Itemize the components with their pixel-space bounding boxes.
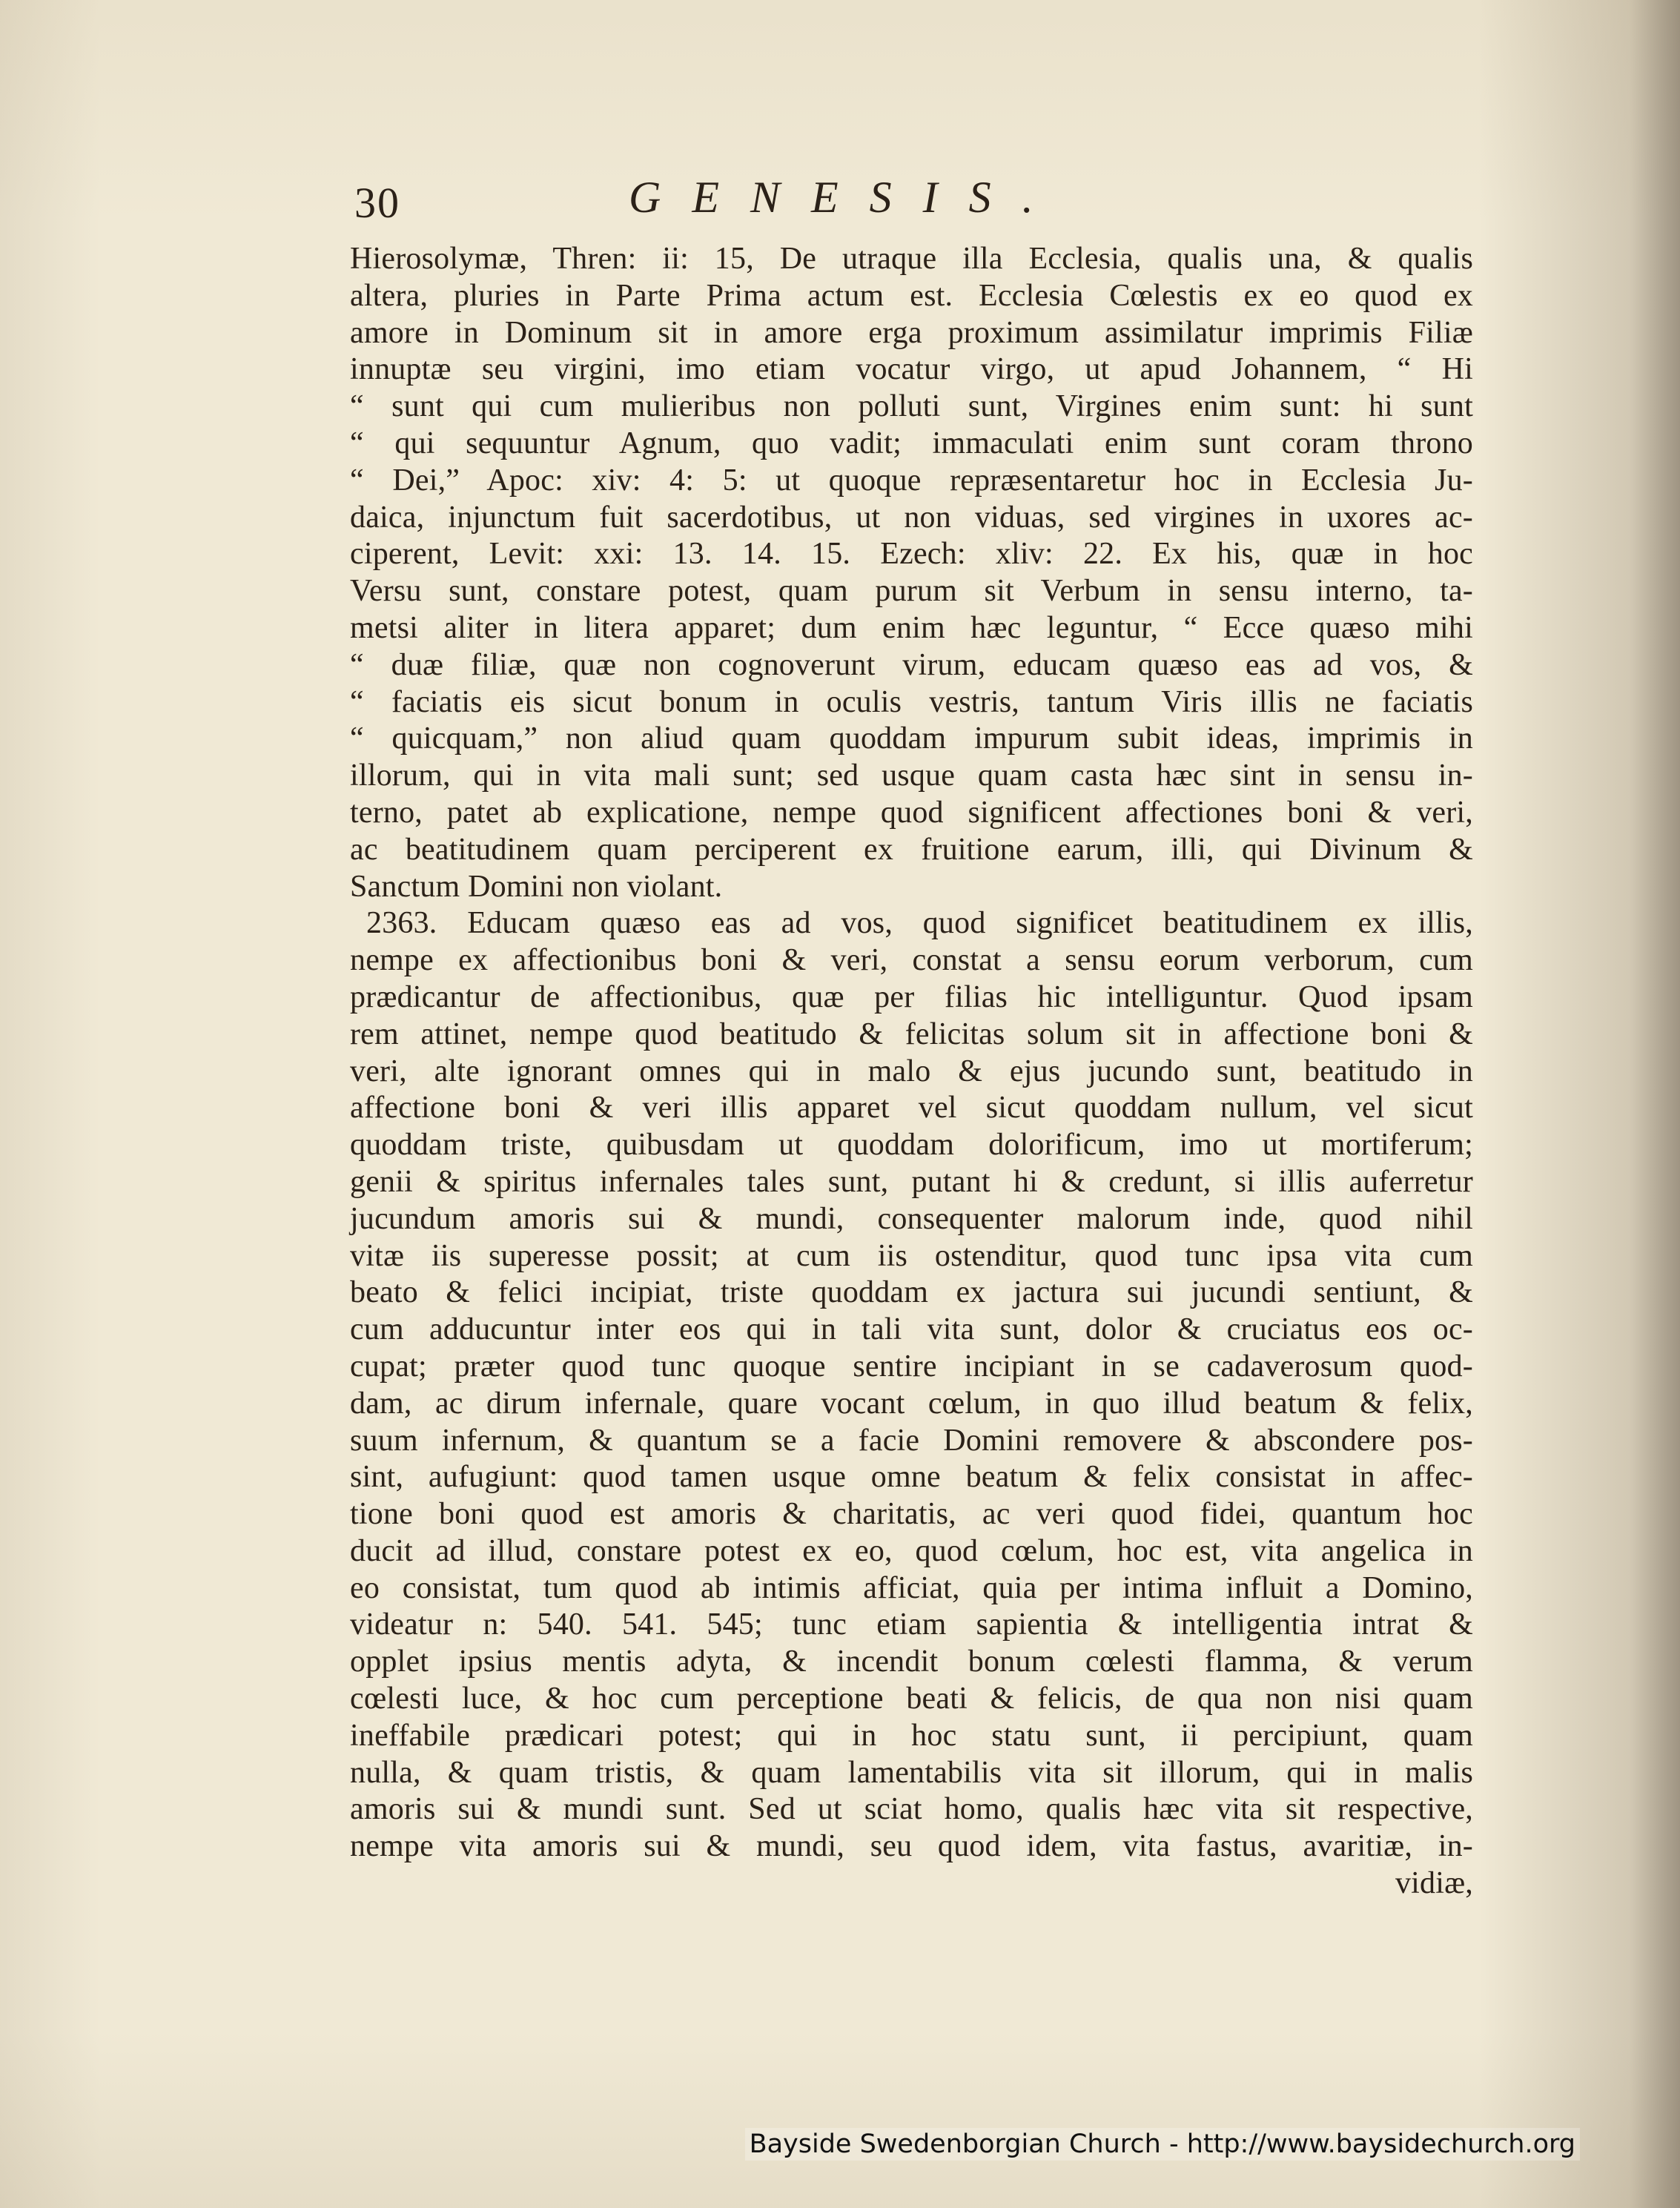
text-line: suum infernum, & quantum se a facie Domini removere & abscondere pos- [350,1423,1473,1458]
text-line: “ quicquam,” non aliud quam quoddam impurum subit ideas, imprimis in [350,721,1473,756]
text-line: “ qui sequuntur Agnum, quo vadit; immaculati enim sunt coram throno [350,426,1473,460]
text-line: amore in Dominum sit in amore erga proximum assimilatur imprimis Filiæ [350,315,1473,350]
text-line: terno, patet ab explicatione, nempe quod significent affectiones boni & veri, [350,795,1473,830]
text-line: ineffabile prædicari potest; qui in hoc statu sunt, ii percipiunt, quam [350,1718,1473,1753]
text-line: opplet ipsius mentis adyta, & incendit bonum cœlesti flamma, & verum [350,1645,1473,1679]
text-line: eo consistat, tum quod ab intimis afficiat, quia per intima influit a Domino, [350,1570,1473,1605]
text-line: “ faciatis eis sicut bonum in oculis vestris, tantum Viris illis ne faciatis [350,684,1473,719]
text-line: “ Dei,” Apoc: xiv: 4: 5: ut quoque repræsentaretur hoc in Ecclesia Ju- [350,463,1473,498]
text-line: cupat; præter quod tunc quoque sentire incipiant in se cadaverosum quod- [350,1349,1473,1384]
text-line: ciperent, Levit: xxi: 13. 14. 15. Ezech: xliv: 22. Ex his, quæ in hoc [350,537,1473,572]
text-line: dam, ac dirum infernale, quare vocant cœlum, in quo illud beatum & felix, [350,1386,1473,1421]
catchword: vidiæ, [1395,1866,1473,1901]
text-line: veri, alte ignorant omnes qui in malo & ejus jucundo sunt, beatitudo in [350,1054,1473,1088]
text-line: beato & felici incipiat, triste quoddam ex jactura sui jucundi sentiunt, & [350,1275,1473,1310]
text-line: amoris sui & mundi sunt. Sed ut sciat homo, qualis hæc vita sit respective, [350,1792,1473,1827]
text-line: nempe ex affectionibus boni & veri, constat a sensu eorum verborum, cum [350,943,1473,978]
text-line: daica, injunctum fuit sacerdotibus, ut non viduas, sed virgines in uxores ac- [350,500,1473,535]
text-line: genii & spiritus infernales tales sunt, putant hi & credunt, si illis auferretur [350,1164,1473,1199]
paragraph-2 [350,905,1473,1865]
watermark-link[interactable]: Bayside Swedenborgian Church - http://www.baysidechurch.org [745,2128,1580,2161]
running-title: GENESIS. [629,173,1065,222]
text-line: altera, pluries in Parte Prima actum est. Ecclesia Cœlestis ex eo quod ex [350,278,1473,313]
text-line: cum adducuntur inter eos qui in tali vita sunt, dolor & cruciatus eos oc- [350,1312,1473,1347]
text-line: ducit ad illud, constare potest ex eo, quod cœlum, hoc est, vita angelica in [350,1533,1473,1568]
text-line: Versu sunt, constare potest, quam purum sit Verbum in sensu interno, ta- [350,574,1473,609]
text-line: videatur n: 540. 541. 545; tunc etiam sapientia & intelligentia intrat & [350,1607,1473,1642]
text-line: vitæ iis superesse possit; at cum iis ostenditur, quod tunc ipsa vita cum [350,1238,1473,1273]
text-line: tione boni quod est amoris & charitatis, ac veri quod fidei, quantum hoc [350,1497,1473,1532]
text-line: quoddam triste, quibusdam ut quoddam dolorificum, imo ut mortiferum; [350,1128,1473,1163]
page-number: 30 [354,179,400,227]
text-line: cœlesti luce, & hoc cum perceptione beati & felicis, de qua non nisi quam [350,1682,1473,1716]
text-line: metsi aliter in litera apparet; dum enim hæc leguntur, “ Ecce quæso mihi [350,610,1473,645]
text-line: Sanctum Domini non violant. [350,869,723,904]
text-line: illorum, qui in vita mali sunt; sed usque quam casta hæc sint in sensu in- [350,758,1473,793]
text-line: nulla, & quam tristis, & quam lamentabilis vita sit illorum, qui in malis [350,1755,1473,1790]
text-line: ac beatitudinem quam perciperent ex fruitione earum, illi, qui Divinum & [350,832,1473,867]
text-line: sint, aufugiunt: quod tamen usque omne beatum & felix consistat in affec- [350,1460,1473,1495]
text-line: 2363. Educam quæso eas ad vos, quod significet beatitudinem ex illis, [366,906,1473,941]
text-line: nempe vita amoris sui & mundi, seu quod idem, vita fastus, avaritiæ, in- [350,1829,1473,1864]
text-line: prædicantur de affectionibus, quæ per filias hic intelliguntur. Quod ipsam [350,979,1473,1014]
text-line: “ duæ filiæ, quæ non cognoverunt virum, educam quæso eas ad vos, & [350,647,1473,682]
text-line: “ sunt qui cum mulieribus non polluti sunt, Virgines enim sunt: hi sunt [350,389,1473,424]
text-line: rem attinet, nempe quod beatitudo & felicitas solum sit in affectione boni & [350,1017,1473,1051]
page-header [347,165,1474,231]
body-text [350,241,1473,1903]
text-line: Hierosolymæ, Thren: ii: 15, De utraque illa Ecclesia, qualis una, & qualis [350,242,1473,276]
text-line: innuptæ seu virgini, imo etiam vocatur virgo, ut apud Johannem, “ Hi [350,352,1473,387]
text-line: jucundum amoris sui & mundi, consequenter malorum inde, quod nihil [350,1201,1473,1236]
text-line: affectione boni & veri illis apparet vel sicut quoddam nullum, vel sicut [350,1091,1473,1126]
paragraph-1 [350,241,1473,905]
